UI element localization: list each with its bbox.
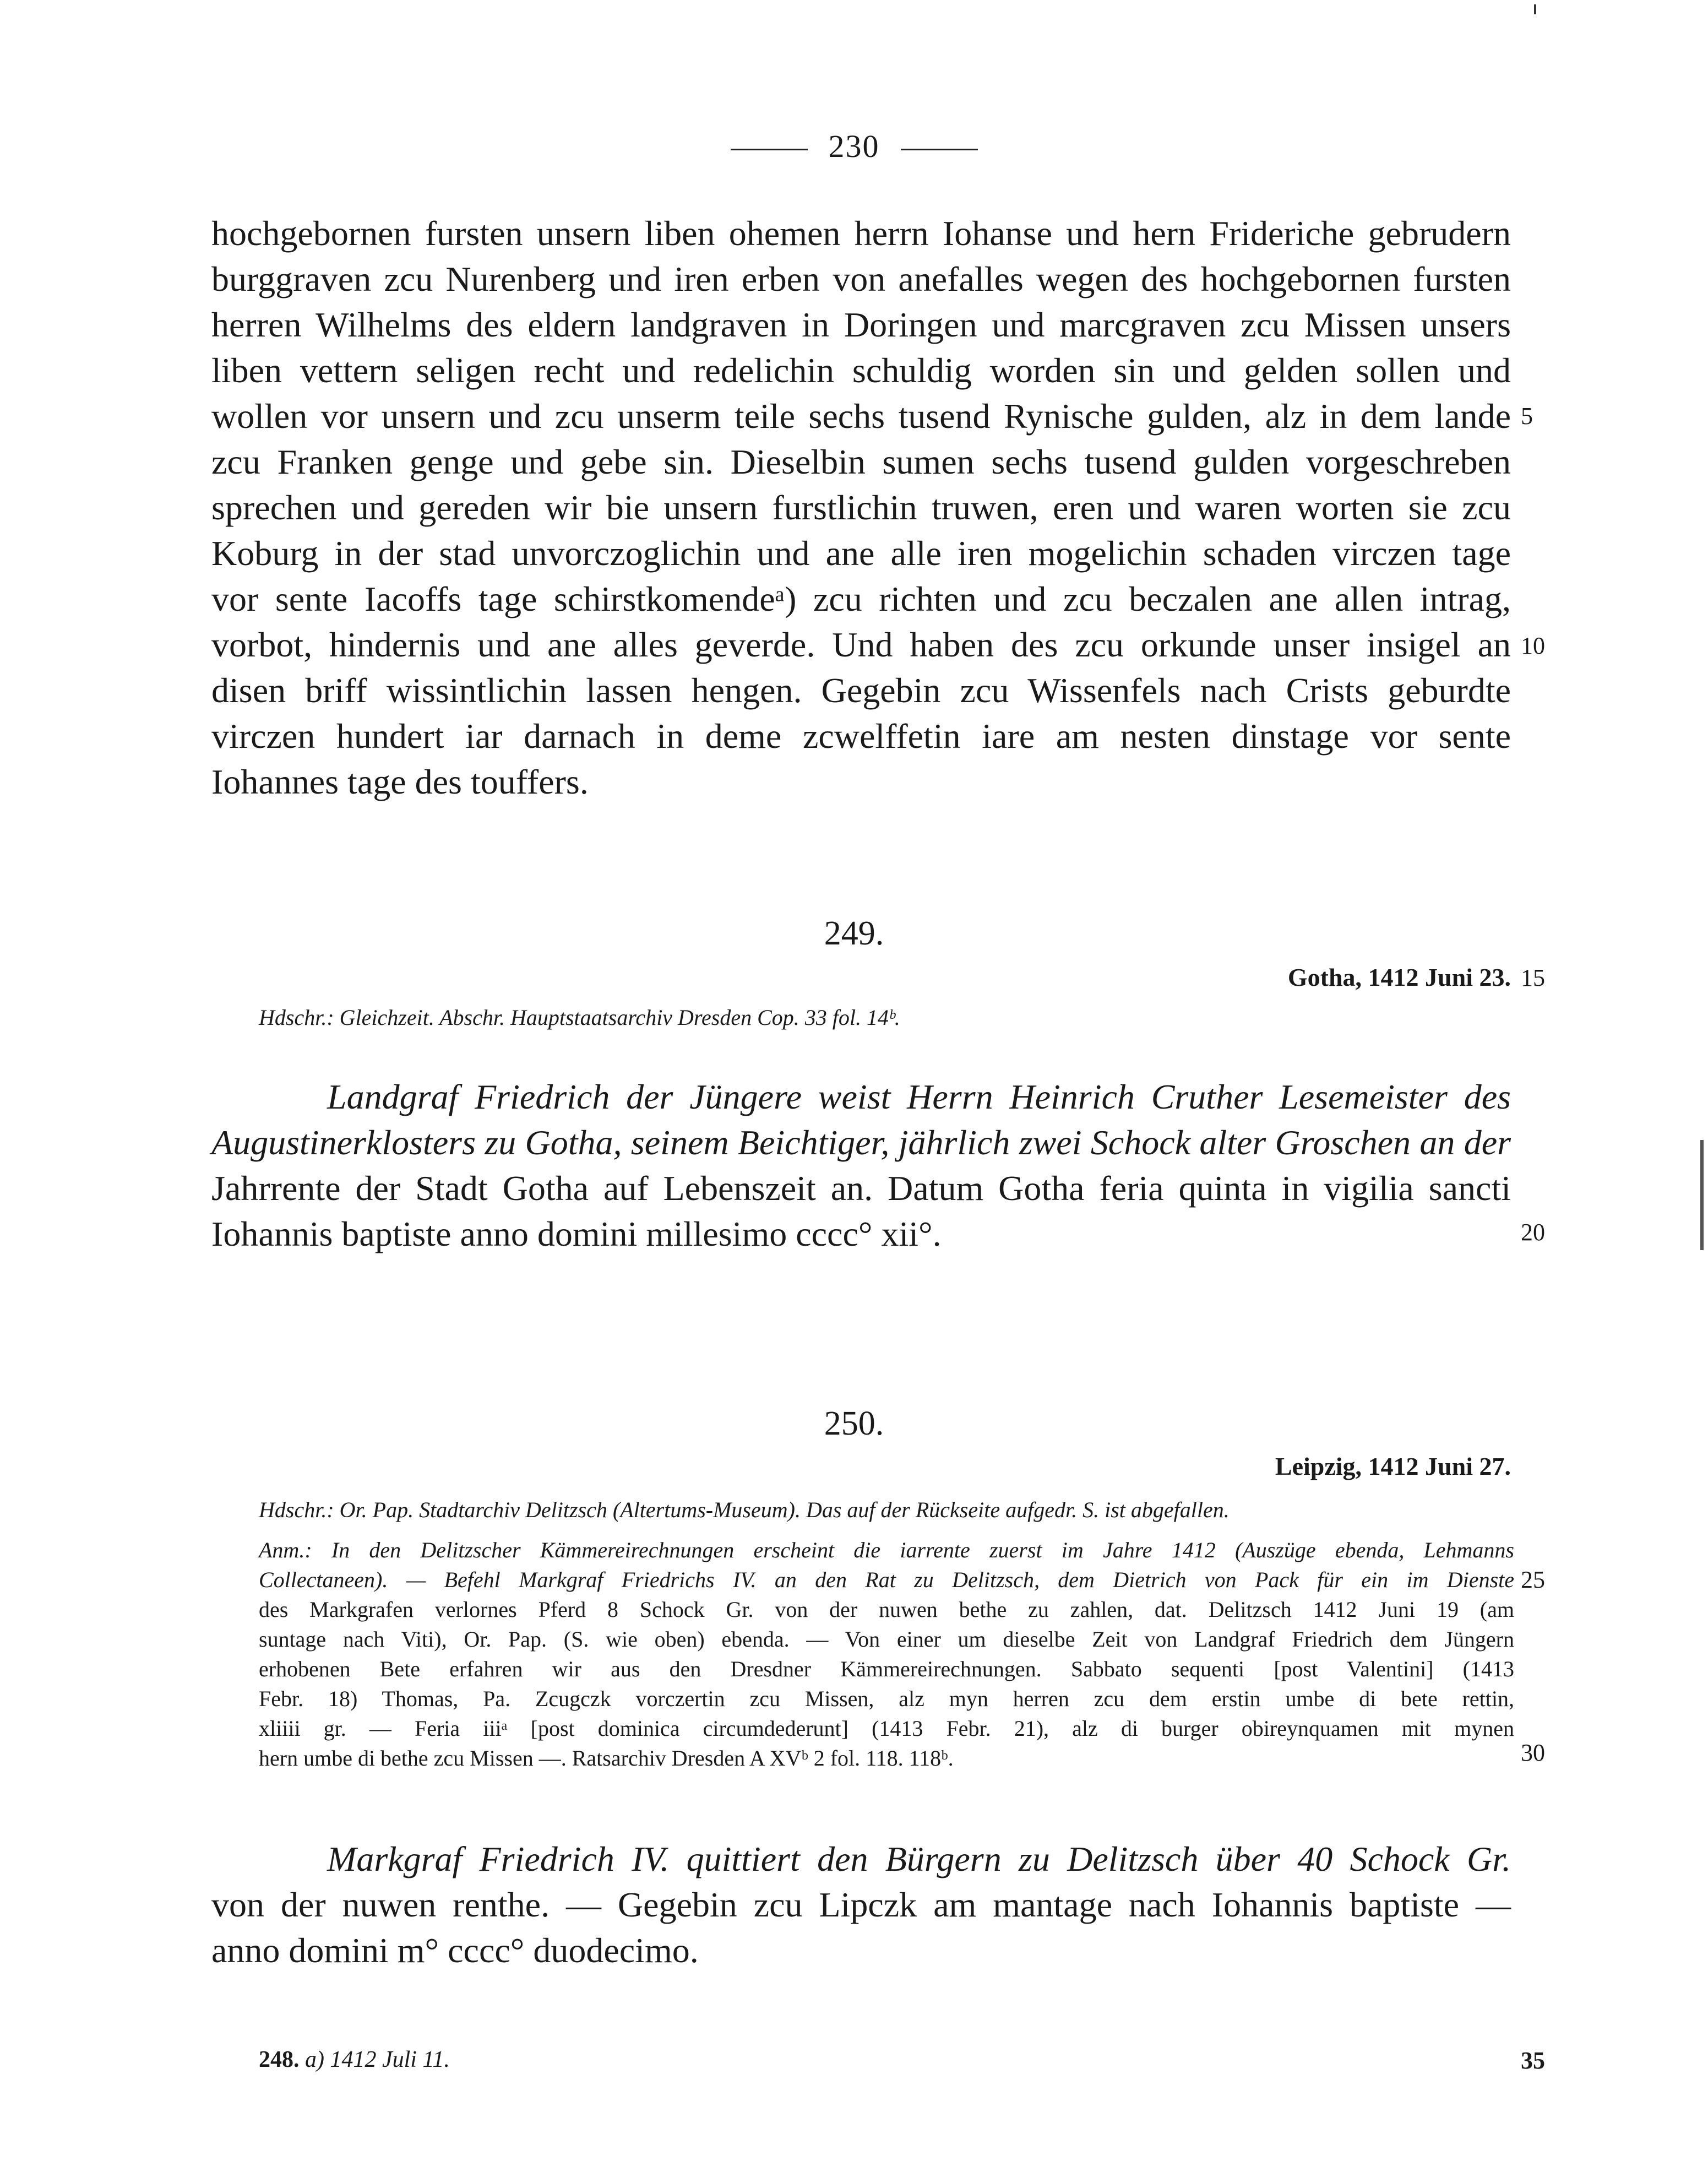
scan-edge-mark [1700, 1140, 1704, 1250]
line-number: 5 [1521, 403, 1533, 430]
text-line: sprechen und gereden wir bie unsern furstlichin truwen, eren und waren worten sie zcu [211, 488, 1511, 527]
annotation-line: xliiii gr. — Feria iiiᵃ [post dominica circumdederunt] (1413 Febr. 21), alz di burger obireynquamen mit mynen [259, 1716, 1514, 1741]
regest-text [211, 1074, 1511, 1257]
place-date: Leipzig, 1412 Juni 27. [1275, 1452, 1511, 1480]
document-number: 250. [824, 1405, 884, 1442]
regest-line: von der nuwen renthe. — Gegebin zcu Lipczk am mantage nach Iohannis baptiste — [211, 1885, 1511, 1924]
annotation-line: suntage nach Viti), Or. Pap. (S. wie oben) ebenda. — Von einer um dieselbe Zeit von Landgraf Friedrich dem Jüngern [259, 1627, 1514, 1652]
regest-line: Iohannis baptiste anno domini millesimo cccc° xii°. [211, 1214, 942, 1253]
line-number: 15 [1521, 964, 1545, 991]
text-line: virczen hundert iar darnach in deme zcwelffetin iare am nesten dinstage vor sente [211, 716, 1511, 756]
regest-line: Jahrrente der Stadt Gotha auf Lebenszeit an. Datum Gotha feria quinta in vigilia sancti [211, 1169, 1511, 1208]
source-note: Hdschr.: Gleichzeit. Abschr. Hauptstaatsarchiv Dresden Cop. 33 fol. 14ᵇ. [259, 1005, 900, 1030]
text-line: wollen vor unsern und zcu unserm teile sechs tusend Rynische gulden, alz in dem lande [211, 397, 1511, 436]
regest-text [211, 1836, 1511, 1973]
regest-line: Augustinerklosters zu Gotha, seinem Beichtiger, jährlich zwei Schock alter Groschen an der [211, 1123, 1511, 1162]
text-line: herren Wilhelms des eldern landgraven in Doringen und marcgraven zcu Missen unsers [211, 305, 1511, 344]
annotation-note [259, 1535, 1514, 1773]
annotation-line: Collectaneen). — Befehl Markgraf Friedrichs IV. an den Rat zu Delitzsch, dem Dietrich von Pack für ein im Dienste [259, 1567, 1514, 1592]
text-line: liben vettern seligen recht und redelichin schuldig worden sin und gelden sollen und [211, 351, 1511, 390]
text-line: Koburg in der stad unvorczoglichin und ane alle iren mogelichin schaden virczen tage [211, 534, 1511, 573]
regest-line: anno domini m° cccc° duodecimo. [211, 1931, 699, 1970]
footnote [259, 2046, 450, 2073]
footnote-ref: 248. [259, 2047, 300, 2072]
annotation-line: hern umbe di bethe zcu Missen —. Ratsarchiv Dresden A XVᵇ 2 fol. 118. 118ᵇ. [259, 1746, 954, 1771]
document-number: 249. [824, 915, 884, 952]
text-line: burggraven zcu Nurenberg und iren erben von anefalles wegen des hochgebornen fursten [211, 259, 1511, 298]
scan-mark [1534, 4, 1536, 14]
footnote-text: a) 1412 Juli 11. [305, 2047, 450, 2072]
text-line: zcu Franken genge und gebe sin. Dieselbin sumen sechs tusend gulden vorgeschreben [211, 442, 1511, 481]
annotation-line: erhobenen Bete erfahren wir aus den Dresdner Kämmereirechnungen. Sabbato sequenti [post Valentini] (1413 [259, 1657, 1514, 1681]
page-number: 230 [828, 128, 880, 164]
place-date: Gotha, 1412 Juni 23. [1287, 963, 1511, 991]
line-number: 30 [1521, 1739, 1545, 1766]
source-note: Hdschr.: Or. Pap. Stadtarchiv Delitzsch (Altertums-Museum). Das auf der Rückseite aufgedr. S. ist abgefallen. [259, 1497, 1230, 1522]
line-number: 20 [1521, 1219, 1545, 1246]
regest-line: Markgraf Friedrich IV. quittiert den Bürgern zu Delitzsch über 40 Schock Gr. [327, 1839, 1511, 1878]
line-number: 35 [1521, 2047, 1545, 2074]
text-line: hochgebornen fursten unsern liben ohemen herrn Iohanse und hern Frideriche gebrudern [211, 214, 1511, 253]
annotation-line: Febr. 18) Thomas, Pa. Zcugczk vorczertin zcu Missen, alz myn herren zcu dem erstin umbe di bete rettin, [259, 1686, 1514, 1711]
text-line: vor sente Iacoffs tage schirstkomendeᵃ) zcu richten und zcu beczalen ane allen intrag, [211, 579, 1511, 618]
text-line: disen briff wissintlichin lassen hengen. Gegebin zcu Wissenfels nach Crists geburdte [211, 671, 1511, 710]
header-rule-left [731, 149, 808, 150]
text-line: Iohannes tage des touffers. [211, 762, 589, 801]
header-rule-right [901, 149, 978, 150]
line-number: 25 [1521, 1566, 1545, 1593]
page-header [0, 128, 1708, 165]
annotation-line: Anm.: In den Delitzscher Kämmereirechnungen erscheint die iarrente zuerst im Jahre 1412 (Auszüge ebenda, Lehmanns [259, 1538, 1514, 1562]
continuation-text [211, 210, 1511, 805]
text-line: vorbot, hindernis und ane alles geverde. Und haben des zcu orkunde unser insigel an [211, 625, 1511, 664]
annotation-line: des Markgrafen verlornes Pferd 8 Schock Gr. von der nuwen bethe zu zahlen, dat. Delitzsch 1412 Juni 19 (am [259, 1597, 1514, 1622]
line-number: 10 [1521, 632, 1545, 659]
regest-line: Landgraf Friedrich der Jüngere weist Herrn Heinrich Cruther Lesemeister des [327, 1077, 1511, 1116]
